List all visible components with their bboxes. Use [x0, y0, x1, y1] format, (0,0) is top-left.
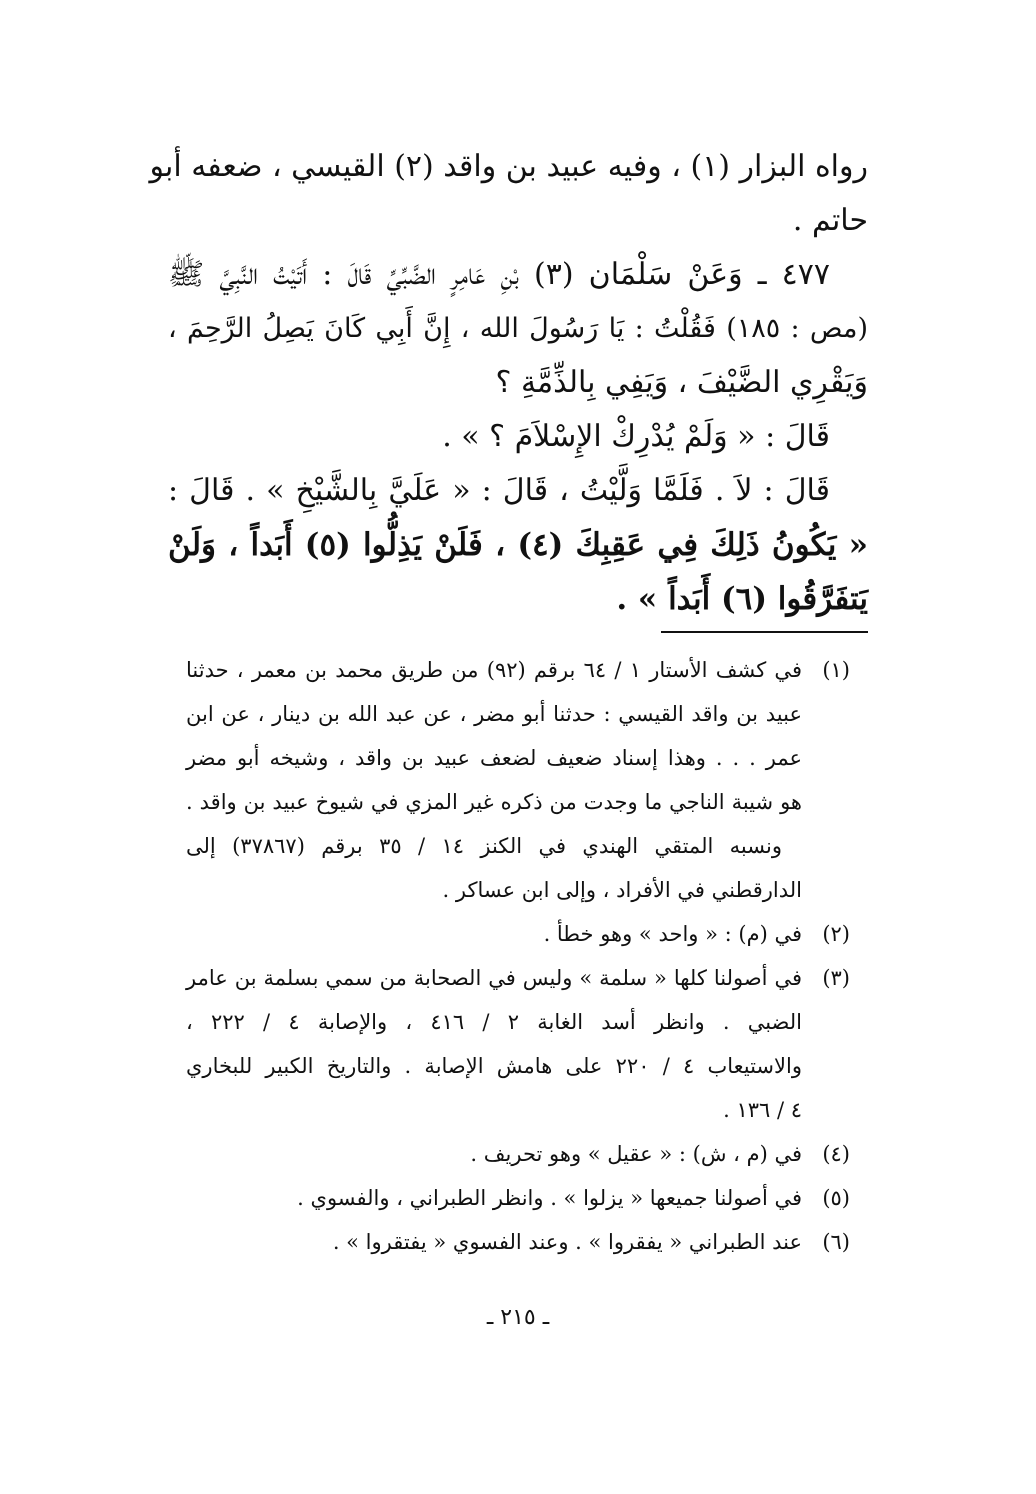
text-line: « يَكُونُ ذَلِكَ فِي عَقِبِكَ (٤) ، فَلَنْ يَذِلُّوا (٥) أَبَداً ، وَلَنْ [168, 527, 868, 563]
footnotes [186, 648, 850, 1264]
footnote-line: عمر . . . وهذا إسناد ضعيف لضعف عبيد بن واقد ، وشيخه أبو مضر [186, 746, 802, 770]
footnote-line: هو شيبة الناجي ما وجدت من ذكره غير المزي في شيوخ عبيد بن واقد . [186, 790, 802, 814]
footnote-number: (٢) [822, 922, 850, 946]
footnote-line: في (م) : « واحد » وهو خطأ . [543, 922, 802, 946]
footnote-line: في أصولنا كلها « سلمة » وليس في الصحابة من سمي بسلمة بن عامر [186, 966, 802, 990]
footnote-line: عند الطبراني « يفقروا » . وعند الفسوي « يفتقروا » . [332, 1230, 802, 1254]
footnote [186, 956, 850, 1132]
footnote-line: في أصولنا جميعها « يزلوا » . وانظر الطبراني ، والفسوي . [297, 1186, 802, 1210]
footnote-line: في (م ، ش) : « عقيل » وهو تحريف . [470, 1142, 802, 1166]
text-line: يَتفَرَّقُوا (٦) أَبَداً » . [616, 581, 868, 617]
footnote-line: عبيد بن واقد القيسي : حدثنا أبو مضر ، عن عبد الله بن دينار ، عن ابن [186, 702, 802, 726]
text-line: قَالَ : لاَ . فَلَمَّا وَلَّيْتُ ، قَالَ : « عَلَيَّ بِالشَّيْخِ » . قَالَ : [168, 473, 830, 508]
footnote-number: (١) [822, 658, 850, 682]
hadith-opening-line: ٤٧٧ ـ وَعَنْ سَلْمَان (٣) بْنِ عَامِرٍ الضَّبِّيِّ قَالَ : أَتَيْتُ النَّبِيَّ ﷺ [168, 257, 830, 292]
footnote-number: (٦) [822, 1230, 850, 1254]
footnote-line: الدارقطني في الأفراد ، وإلى ابن عساكر . [442, 878, 802, 902]
footnote-number: (٣) [822, 966, 850, 990]
footnote-line: في كشف الأستار ١ / ٦٤ برقم (٩٢) من طريق محمد بن معمر ، حدثنا [186, 658, 802, 682]
text-line: (مص : ١٨٥) فَقُلْتُ : يَا رَسُولَ الله ، إِنَّ أَبِي كَانَ يَصِلُ الرَّحِمَ ، [168, 313, 868, 344]
footnote [186, 1176, 850, 1220]
footnote-number: (٤) [822, 1142, 850, 1166]
footnote [186, 1132, 850, 1176]
text-line: قَالَ : « وَلَمْ يُدْرِكْ الإِسْلاَمَ ؟ » . [442, 419, 830, 454]
footnote [186, 1220, 850, 1264]
main-text [149, 140, 868, 626]
footnote-line: ٤ / ١٣٦ . [723, 1098, 802, 1122]
text-line: رواه البزار (١) ، وفيه عبيد بن واقد (٢) القيسي ، ضعفه أبو [149, 149, 868, 184]
footnote-number: (٥) [822, 1186, 850, 1210]
page-number: ـ ٢١٥ ـ [486, 1305, 550, 1330]
text-line: حاتم . [792, 203, 868, 238]
footnote [186, 912, 850, 956]
footnote-line: والاستيعاب ٤ / ٢٢٠ على هامش الإصابة . والتاريخ الكبير للبخاري [186, 1054, 802, 1078]
footnote-line: الضبي . وانظر أسد الغابة ٢ / ٤١٦ ، والإصابة ٤ / ٢٢٢ ، [186, 1010, 802, 1034]
footnote-separator [661, 631, 868, 633]
footnote-line: ونسبه المتقي الهندي في الكنز ١٤ / ٣٥ برقم (٣٧٨٦٧) إلى [186, 834, 782, 858]
footnote [186, 648, 850, 912]
text-line: وَيَقْرِي الضَّيْفَ ، وَيَفِي بِالذِّمَّةِ ؟ [495, 365, 868, 400]
